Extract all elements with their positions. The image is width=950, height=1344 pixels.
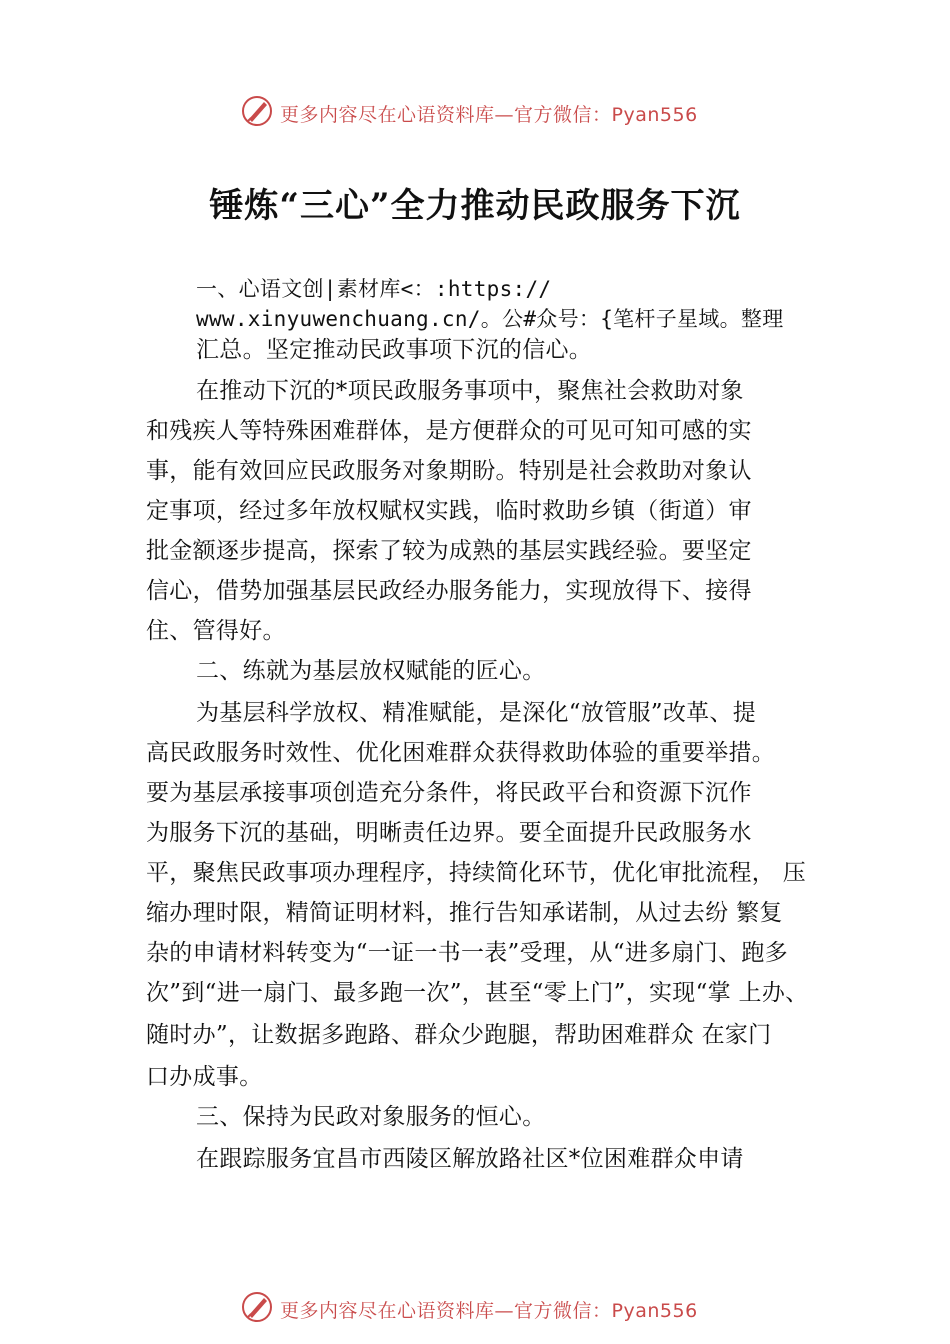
- body-line: 平，聚焦民政事项办理程序，持续简化环节，优化审批流程， 压: [146, 860, 807, 886]
- body-line: 随时办”，让数据多跑路、群众少跑腿，帮助困难群众 在家门: [146, 1022, 772, 1048]
- body-line: www.xinyuwenchuang.cn/。公#众号：{笔杆子星域。整理: [196, 307, 784, 331]
- body-line: 要为基层承接事项创造充分条件，将民政平台和资源下沉作: [146, 780, 752, 806]
- body-line: 缩办理时限，精简证明材料，推行告知承诺制，从过去纷 繁复: [146, 900, 783, 926]
- wechat-account: Pyan556: [611, 1300, 698, 1322]
- body-line: 杂的申请材料转变为“一证一书一表”受理，从“进多扇门、跑多: [146, 940, 788, 966]
- header-banner: [0, 92, 950, 132]
- wechat-account: Pyan556: [611, 104, 698, 126]
- pen-logo-icon: [240, 94, 274, 128]
- body-line: 为服务下沉的基础，明晰责任边界。要全面提升民政服务水: [146, 820, 752, 846]
- body-line: 住、管得好。: [146, 618, 286, 644]
- body-line: 一、心语文创|素材库<：:https://: [196, 277, 552, 301]
- body-line: 和残疾人等特殊困难群体，是方便群众的可见可知可感的实: [146, 418, 752, 444]
- pen-logo-icon: [240, 1290, 274, 1324]
- body-line: 口办成事。: [146, 1064, 263, 1090]
- banner-text: 更多内容尽在心语资料库—官方微信：Pyan556: [280, 1300, 698, 1322]
- body-line: 事，能有效回应民政服务对象期盼。特别是社会救助对象认: [146, 458, 752, 484]
- body-line: 汇总。坚定推动民政事项下沉的信心。: [196, 337, 593, 363]
- body-line: 在推动下沉的*项民政服务事项中，聚焦社会救助对象: [196, 378, 744, 404]
- banner-text: 更多内容尽在心语资料库—官方微信：Pyan556: [280, 104, 698, 126]
- body-line: 批金额逐步提高，探索了较为成熟的基层实践经验。要坚定: [146, 538, 752, 564]
- section-heading: 三、保持为民政对象服务的恒心。: [196, 1104, 546, 1130]
- section-heading: 二、练就为基层放权赋能的匠心。: [196, 658, 546, 684]
- body-line: 在跟踪服务宜昌市西陵区解放路社区*位困难群众申请: [196, 1146, 744, 1172]
- body-line: 定事项，经过多年放权赋权实践，临时救助乡镇（街道）审: [146, 498, 752, 524]
- body-line: 为基层科学放权、精准赋能，是深化“放管服”改革、提: [196, 700, 757, 726]
- document-title: 锤炼“三心”全力推动民政服务下沉: [209, 186, 741, 226]
- body-line: 信心，借势加强基层民政经办服务能力，实现放得下、接得: [146, 578, 752, 604]
- footer-banner: [0, 1288, 950, 1328]
- body-line: 高民政服务时效性、优化困难群众获得救助体验的重要举措。: [146, 740, 776, 766]
- body-line: 次”到“进一扇门、最多跑一次”，甚至“零上门”，实现“掌 上办、: [146, 980, 809, 1006]
